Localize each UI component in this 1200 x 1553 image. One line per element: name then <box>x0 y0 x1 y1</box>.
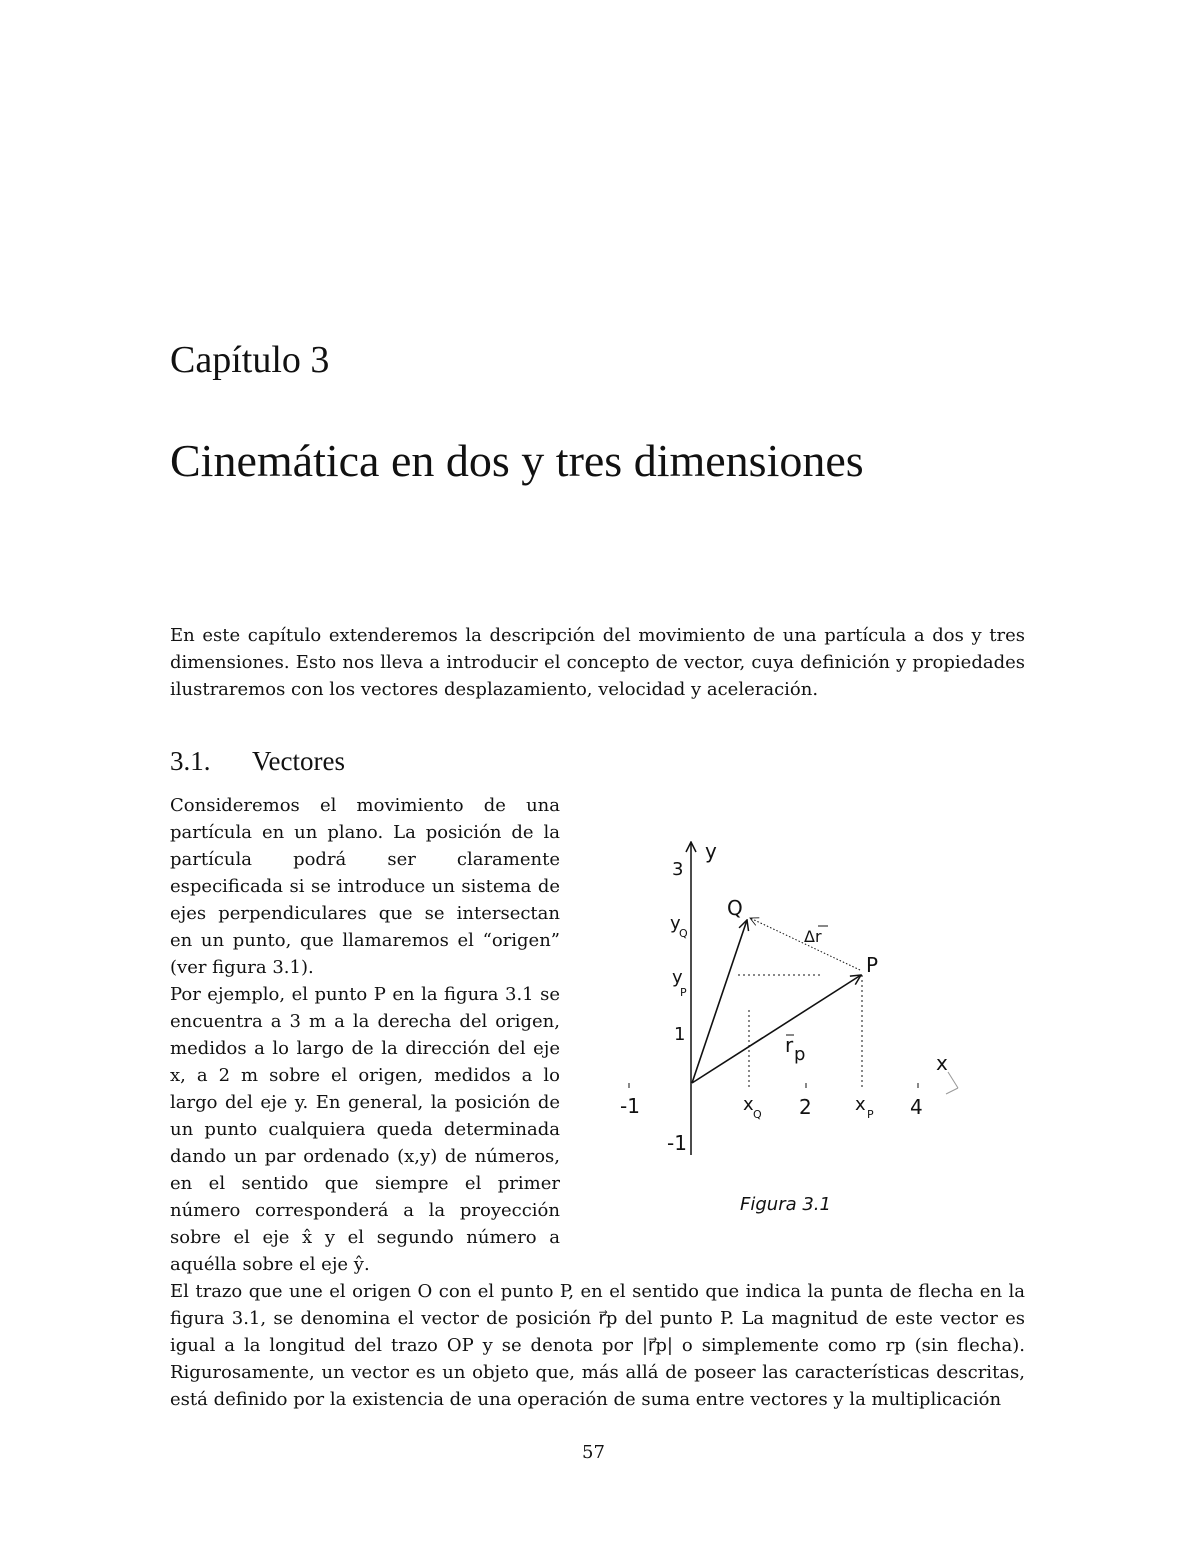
tick-label-yq: y <box>670 913 681 934</box>
column-paragraph: Por ejemplo, el punto P en la figura 3.1 se encuentra a 3 m a la derecha del origen, medidos a lo largo de la dirección del eje x, a 2 m sobre el origen, medidos a lo largo del eje y. En general, la posición de un punto cualquiera queda determinada dando un par ordenado (x,y) de números, en el sentido que siempre el primer número corresponderá a la proyección sobre el eje x̂ y el segundo número a aquélla sobre el eje ŷ. <box>170 984 560 1275</box>
tick-label-x4: 4 <box>910 1095 923 1119</box>
section-heading <box>170 746 345 777</box>
vector-r-p <box>692 975 861 1083</box>
delta-r-label: Δr <box>804 927 822 946</box>
page-number: 57 <box>582 1442 605 1463</box>
x-axis-label: x <box>936 1051 948 1075</box>
tick-label-y1: 1 <box>674 1024 686 1045</box>
vector-figure <box>610 830 990 1230</box>
tick-label-x2: 2 <box>799 1095 812 1119</box>
point-q-label: Q <box>727 896 743 920</box>
tick-label-yq-sub: Q <box>679 927 688 940</box>
tick-label-yp: y <box>672 967 683 988</box>
tick-label-xq-sub: Q <box>753 1108 762 1121</box>
tick-label-y3: 3 <box>672 859 684 880</box>
chapter-title: Cinemática en dos y tres dimensiones <box>170 435 864 486</box>
section-title: Vectores <box>252 746 345 776</box>
intro-paragraph: En este capítulo extenderemos la descripción del movimiento de una partícula a dos y tres dimensiones. Esto nos lleva a introducir el concepto de vector, cuya definición y propiedades ilustraremos con los vectores desplazamiento, velocidad y aceleración. <box>170 625 1025 700</box>
tick-label-xp-sub: P <box>867 1108 874 1121</box>
chapter-label: Capítulo 3 <box>170 339 330 381</box>
column-text <box>170 792 560 1278</box>
figure-caption: Figura 3.1 <box>740 1194 831 1215</box>
r-p-sub-label: p <box>794 1044 806 1065</box>
point-p-label: P <box>866 953 879 977</box>
body-paragraph: El trazo que une el origen O con el punto P, en el sentido que indica la punta de flecha en la figura 3.1, se denomina el vector de posición r⃗p del punto P. La magnitud de este vector es igual a la longitud del trazo OP y se denota por |r⃗p| o simplemente como rp (sin flecha). Rigurosamente, un vector es un objeto que, más allá de poseer las características descritas, está definido por la existencia de una operación de suma entre vectores y la multiplicación <box>170 1281 1025 1410</box>
x-axis-arrow <box>946 1088 958 1094</box>
column-paragraph: Consideremos el movimiento de una partícula en un plano. La posición de la partícula podrá ser claramente especificada si se introduce un sistema de ejes perpendiculares que se intersectan en un punto, que llamaremos el “origen” (ver figura 3.1). <box>170 795 560 978</box>
tick-label-neg-x: -1 <box>620 1094 640 1118</box>
r-p-label: r <box>785 1033 794 1057</box>
vector-r-q <box>692 920 747 1083</box>
tick-label-xp: x <box>855 1094 866 1115</box>
tick-label-neg-y: -1 <box>667 1131 687 1155</box>
tick-label-xq: x <box>743 1094 754 1115</box>
y-axis-label: y <box>705 839 717 863</box>
x-axis-arrow <box>948 1072 958 1088</box>
tick-label-yp-sub: P <box>680 986 687 999</box>
section-number: 3.1. <box>170 746 211 776</box>
